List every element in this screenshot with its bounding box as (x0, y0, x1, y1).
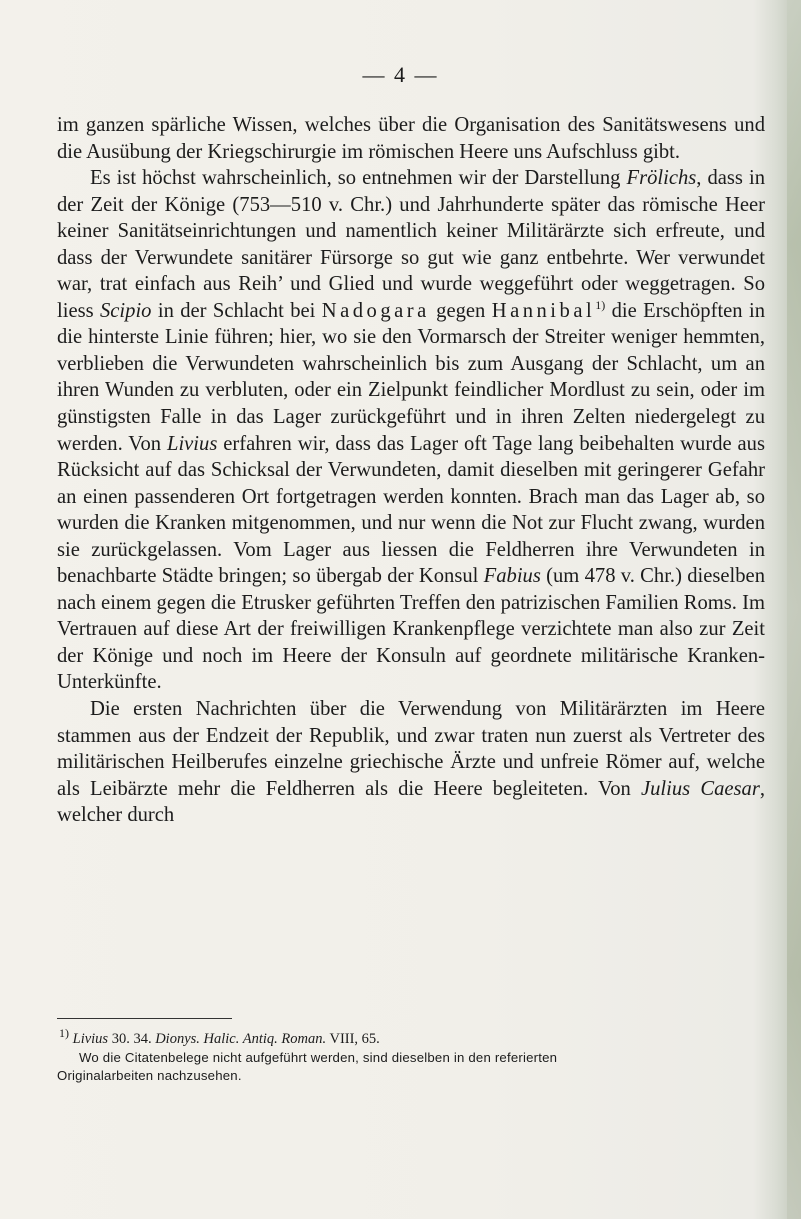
text-run: Es ist höchst wahrscheinlich, so entnehmen wir der Darstellung (90, 167, 627, 190)
text-run: (um 478 v. Chr.) dieselben nach einem gegen die Etrusker geführten Treffen den patrizischen Familien Roms. Im Vertrauen auf diese Art der freiwilligen Krankenpflege verzichtete man also zur Zeit der Könige und noch im Heere der Konsuln auf geordnete militärische Kranken-Unterkünfte. (57, 565, 765, 694)
italic-name: Livius (166, 432, 218, 455)
text-run: , welcher durch (57, 777, 766, 827)
italic-name: Scipio (100, 299, 152, 322)
text-run: erfahren wir, dass das Lager oft Tage lang beibehalten wurde aus Rücksicht auf das Schicksal der Verwundeten, damit dieselben mit geringerer Gefahr an einen passenderen Ort fortgetragen werden konnten. Brach man das Lager ab, so wurden die Kranken mitgenommen, und nur wenn die Not zur Flucht zwang, wurden sie zurückgelassen. Vom Lager aus liessen die Feldherren ihre Verwundeten in benachbarte Städte bringen; so übergab der Konsul (57, 432, 765, 588)
footnote-divider (57, 1018, 232, 1019)
footnote-marker: 1) (59, 1026, 69, 1041)
footnote-ref1: 30. 34. (108, 1031, 156, 1047)
footnote-author: Livius (72, 1031, 109, 1047)
text-run: in der Schlacht bei (151, 299, 322, 322)
text-run: gegen (429, 299, 492, 322)
italic-name: Frölichs (626, 167, 697, 190)
italic-name: Fabius (483, 565, 541, 588)
spaced-name: Hannibal (491, 299, 596, 322)
paragraph (57, 696, 765, 829)
text-run: Die ersten Nachrichten über die Verwendung von Militärärzten im Heere stammen aus der Endzeit der Republik, und zwar traten nun zuerst als Vertreter des militärischen Heilberufes einzelne griechische Ärzte und unfreie Römer auf, welche als Leibärzte mehr die Feldherren als die Heere begleiteten. Von (57, 698, 765, 800)
footnote-work: Dionys. Halic. Antiq. Roman. (155, 1031, 327, 1047)
text-run: im ganzen spärliche Wissen, welches über die Organisation des Sanitätswesens und die Ausübung der Kriegschirurgie im römischen Heere uns Aufschluss gibt. (57, 114, 765, 163)
paragraph (57, 112, 765, 165)
footnote-note-line2: Originalarbeiten nachzusehen. (57, 1068, 242, 1083)
footnotes (57, 1026, 769, 1086)
footnote-citation (57, 1026, 769, 1049)
text-run: , dass in der Zeit der Könige (753—510 v. Chr.) und Jahrhunderte später das römische Heer keiner Sanitätseinrichtungen und namentlich keiner Militärärzte sich erfreute, und dass der Verwundete sanitärer Fürsorge so gut wie ganz entbehrte. Wer verwundet war, trat einfach aus Reih’ und Glied und wurde weggeführt oder weggetragen. So liess (57, 167, 765, 322)
footnote-ref2: VIII, 65. (326, 1031, 380, 1047)
footnote-reference: 1) (595, 297, 606, 312)
paragraph (57, 165, 765, 696)
spaced-name: Nadogara (321, 299, 430, 322)
text-run: die Erschöpften in die hinterste Linie führen; hier, wo sie den Vormarsch der Streiter weniger hemmten, verblieben die Verwundeten wahrscheinlich bis zum Ausgang der Schlacht, um an ihren Wunden zu verbluten, oder ein Zielpunkt feindlicher Mordlust zu sein, oder im günstigsten Falle in das Lager zurückgeführt und in ihren Zelten niedergelegt zu werden. Von (57, 299, 765, 455)
body-text (57, 112, 765, 829)
page-number: — 4 — (362, 62, 439, 87)
page-edge-shadow (787, 0, 801, 1219)
italic-name: Julius Caesar (641, 777, 760, 800)
footnote-note-line1: Wo die Citatenbelege nicht aufgeführt werden, sind dieselben in den referierten (79, 1049, 558, 1065)
